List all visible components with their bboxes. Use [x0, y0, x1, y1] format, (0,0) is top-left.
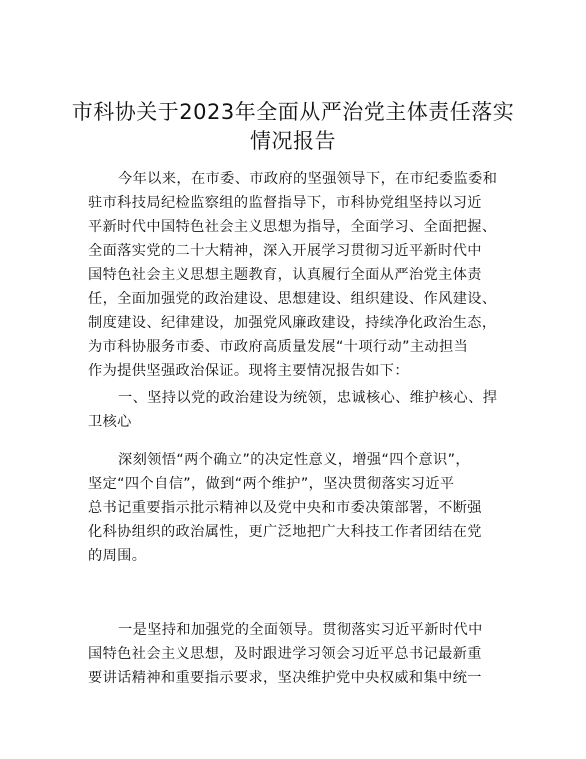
heading-line: 一、坚持以党的政治建设为统领，忠诚核心、维护核心、捍 [118, 390, 498, 406]
paragraph-line: 作为提供坚强政治保证。现将主要情况报告如下： [88, 363, 409, 379]
paragraph-line: 一是坚持和加强党的全面领导。贯彻落实习近平新时代中 [118, 622, 483, 638]
paragraph-line: 坚定“四个自信”，做到“两个维护”，坚决贯彻落实习近平 [88, 476, 455, 492]
document-title [40, 98, 546, 156]
paragraph-intro [88, 167, 508, 383]
heading-line: 卫核心 [88, 414, 132, 430]
paragraph-line: 化科协组织的政治属性，更广泛地把广大科技工作者团结在党 [88, 524, 482, 540]
paragraph-leadership [88, 618, 508, 690]
paragraph-political [88, 448, 508, 568]
title-line: 情况报告 [250, 129, 336, 153]
paragraph-line: 制度建设、纪律建设，加强党风廉政建设，持续净化政治生态， [88, 315, 497, 331]
section-heading [88, 386, 508, 434]
paragraph-line: 要讲话精神和重要指示要求，坚决维护党中央权威和集中统一 [88, 670, 482, 686]
paragraph-line: 深刻领悟“两个确立”的决定性意义，增强“四个意识”， [118, 452, 470, 468]
paragraph-line: 驻市科技局纪检监察组的监督指导下，市科协党组坚持以习近 [88, 195, 482, 211]
paragraph-line: 国特色社会主义思想主题教育，认真履行全面从严治党主体责 [88, 267, 482, 283]
paragraph-line: 为市科协服务市委、市政府高质量发展“十项行动”主动担当 [88, 339, 469, 355]
paragraph-line: 任，全面加强党的政治建设、思想建设、组织建设、作风建设、 [88, 291, 497, 307]
paragraph-line: 平新时代中国特色社会主义思想为指导，全面学习、全面把握、 [88, 219, 497, 235]
paragraph-line: 今年以来，在市委、市政府的坚强领导下，在市纪委监委和 [118, 171, 498, 187]
paragraph-line: 国特色社会主义思想，及时跟进学习领会习近平总书记最新重 [88, 646, 482, 662]
paragraph-line: 的周围。 [88, 548, 147, 564]
paragraph-line: 全面落实党的二十大精神，深入开展学习贯彻习近平新时代中 [88, 243, 482, 259]
paragraph-line: 总书记重要指示批示精神以及党中央和市委决策部署，不断强 [88, 500, 482, 516]
title-line: 市科协关于2023年全面从严治党主体责任落实 [71, 100, 515, 124]
